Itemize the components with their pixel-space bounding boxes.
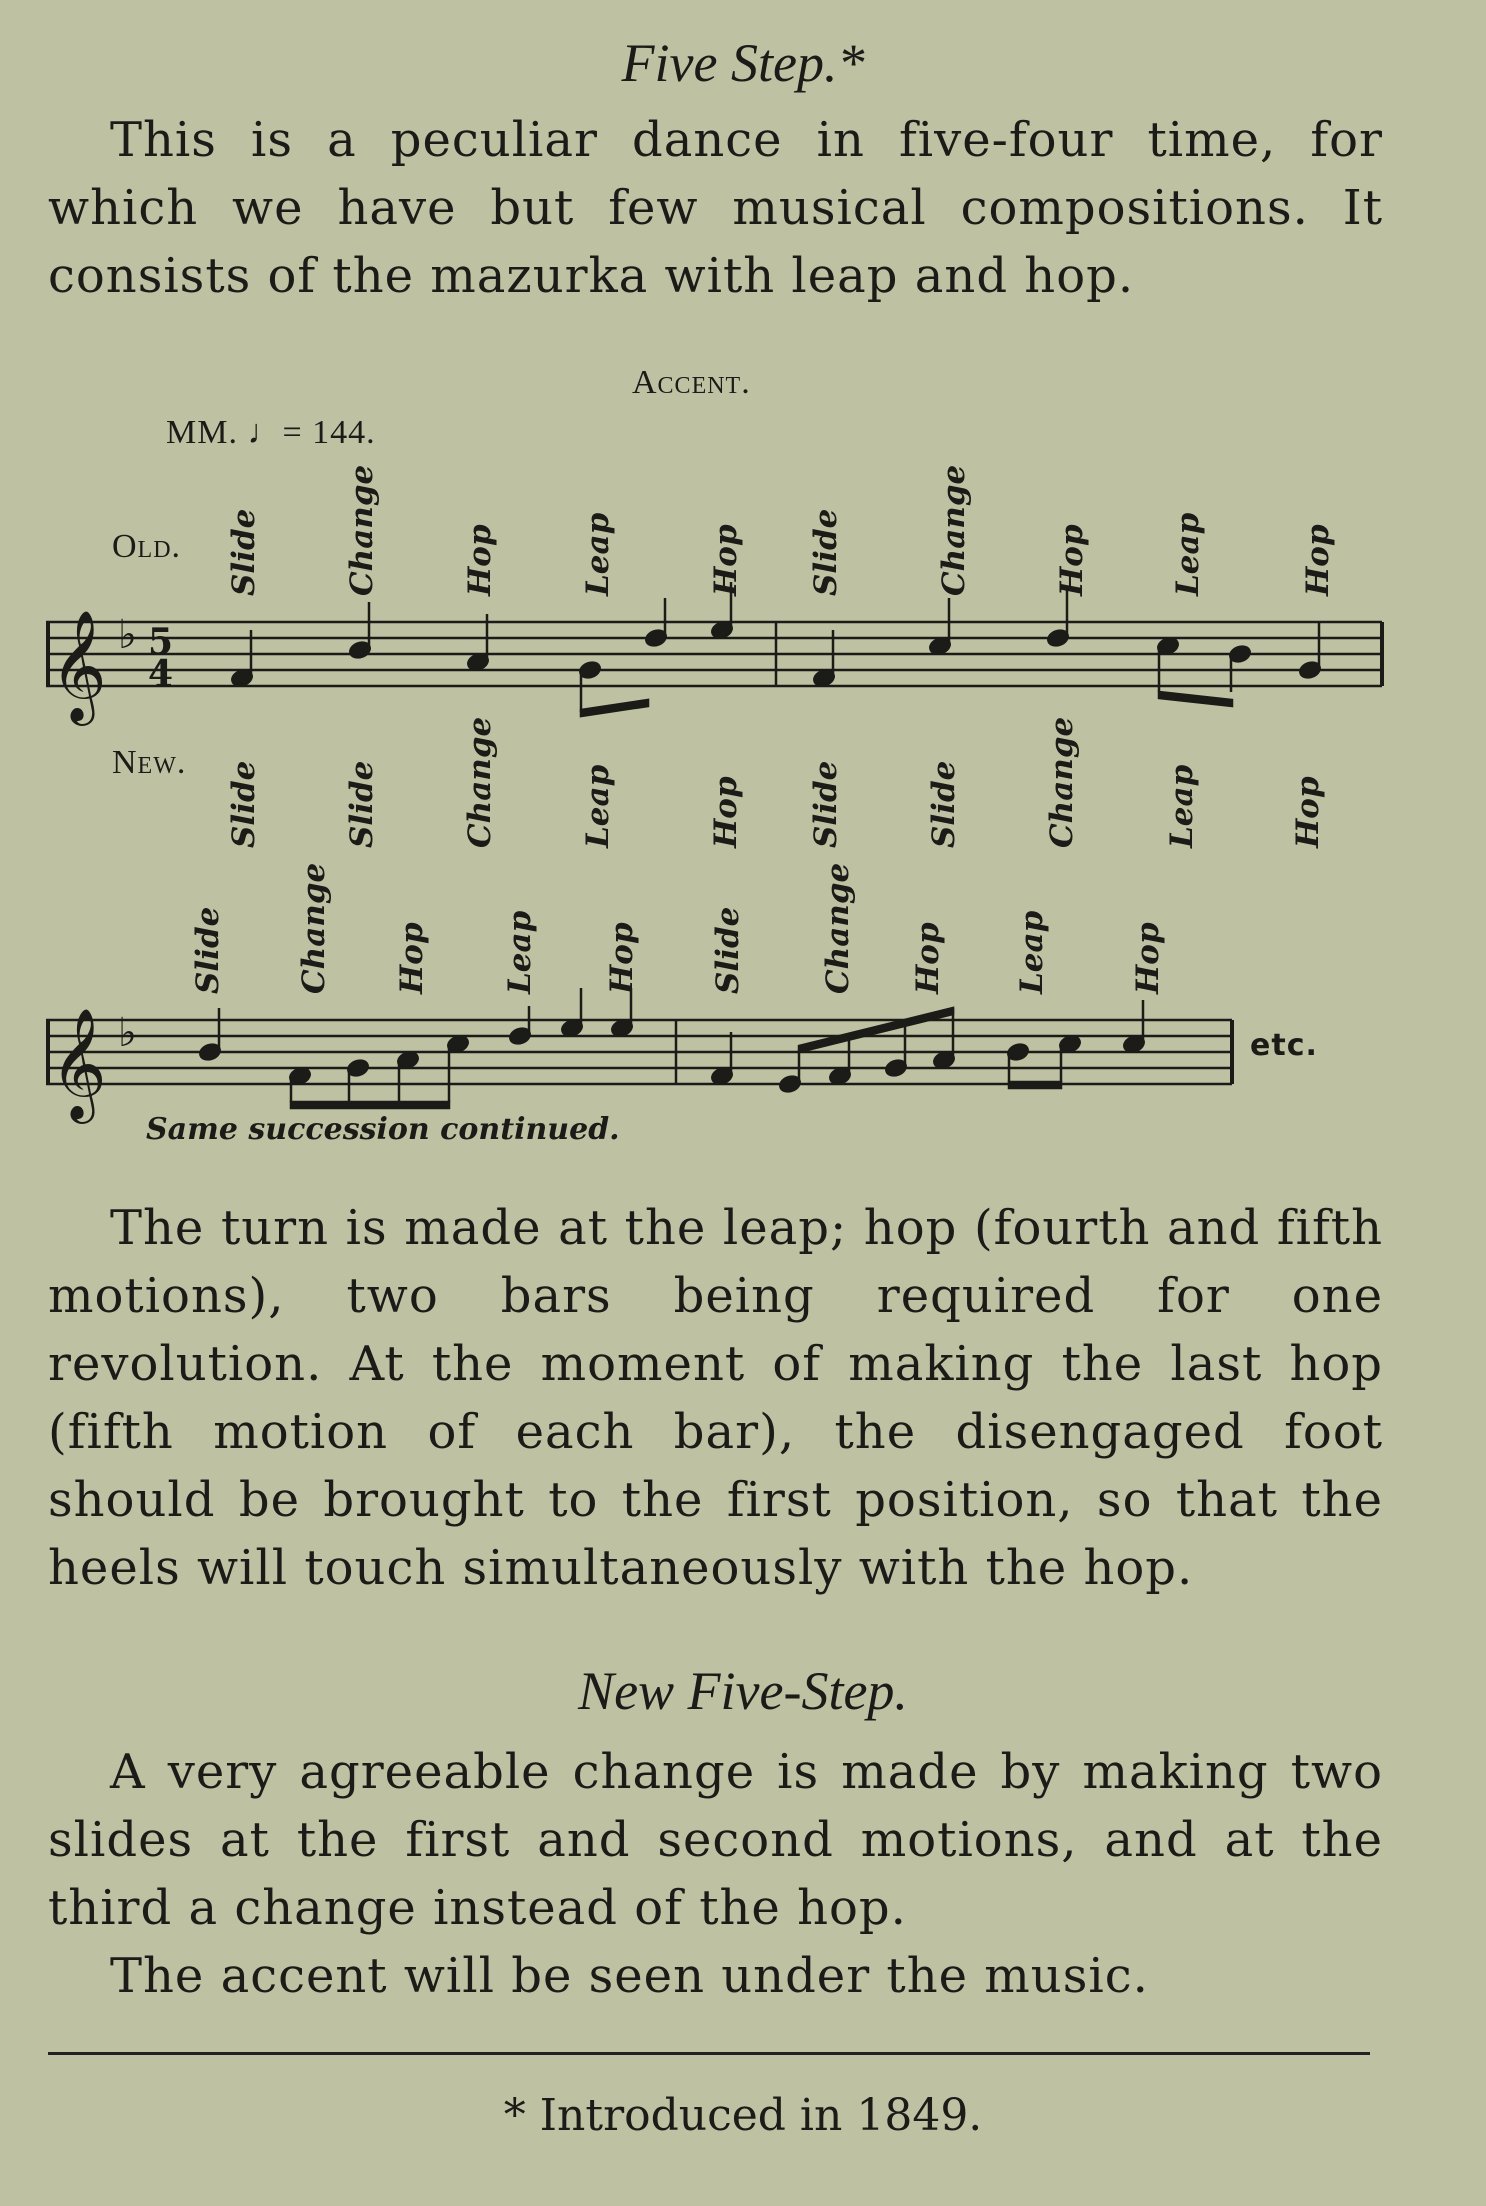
step-label: Leap [580, 512, 616, 596]
step-label: Slide [926, 760, 962, 848]
new-paragraph-2: The accent will be seen under the music. [110, 1948, 1149, 2004]
step-label: Slide [808, 508, 844, 596]
step-label: Change [820, 862, 856, 994]
step-label: Leap [580, 764, 616, 848]
treble-clef-icon: 𝄞 [50, 609, 107, 721]
note-beam [1159, 692, 1232, 706]
step-label: Change [936, 464, 972, 596]
step-label: Hop [1054, 524, 1090, 596]
step-label: Slide [808, 760, 844, 848]
new-label: New. [112, 744, 187, 781]
step-label: Slide [190, 906, 226, 994]
step-label: Leap [1164, 764, 1200, 848]
note-beam [291, 1102, 449, 1108]
footnote-rule [48, 2052, 1370, 2055]
footnote: * Introduced in 1849. [503, 2090, 983, 2141]
step-label: Hop [910, 922, 946, 994]
etc-label: etc. [1250, 1028, 1318, 1063]
step-label: Hop [708, 524, 744, 596]
step-label: Hop [1130, 922, 1166, 994]
step-label: Hop [708, 776, 744, 848]
step-label: Slide [226, 508, 262, 596]
step-label: Hop [1300, 524, 1336, 596]
step-label: Leap [1170, 512, 1206, 596]
step-label: Change [462, 716, 498, 848]
accent-label: Accent. [632, 364, 751, 401]
step-label: Change [296, 862, 332, 994]
music-caption: Same succession continued. [146, 1112, 620, 1147]
note-beam [1009, 1082, 1061, 1088]
subsection-title: New Five-Step. [578, 1661, 908, 1721]
tempo-marking: MM. ♩= 144. [166, 414, 376, 451]
step-label: Slide [710, 906, 746, 994]
step-label: Slide [344, 760, 380, 848]
flat-icon: ♭ [118, 1010, 137, 1056]
step-label: Hop [462, 524, 498, 596]
intro-paragraph: This is a peculiar dance in five-four time, for which we have but few musical compositions. It consists of the mazurka with leap and hop. [48, 112, 1383, 304]
step-label: Leap [1014, 910, 1050, 994]
step-label: Change [344, 464, 380, 596]
step-label: Leap [502, 910, 538, 994]
note-beam [799, 1008, 953, 1052]
step-label: Slide [226, 760, 262, 848]
section-title: Five Step.* [621, 33, 865, 93]
music-staff-1 [0, 600, 1486, 740]
treble-clef-icon: 𝄞 [50, 1007, 107, 1119]
old-label: Old. [112, 528, 182, 565]
note-beam [581, 700, 648, 716]
step-label: Hop [394, 922, 430, 994]
step-label: Hop [1290, 776, 1326, 848]
flat-icon: ♭ [118, 612, 137, 658]
step-label: Hop [604, 922, 640, 994]
step-label: Change [1044, 716, 1080, 848]
turn-paragraph: The turn is made at the leap; hop (fourth and fifth motions), two bars being required for one revolution. At the moment of making the last hop (fifth motion of each bar), the disengaged foot should be brought to the first position, so that the heels will touch simultaneously with the hop. [48, 1200, 1383, 1596]
time-signature-top: 5 [148, 621, 174, 663]
time-signature-bottom: 4 [148, 653, 174, 695]
new-paragraph-1: A very agreeable change is made by making two slides at the first and second motions, and at the third a change instead of the hop. [48, 1744, 1383, 1936]
